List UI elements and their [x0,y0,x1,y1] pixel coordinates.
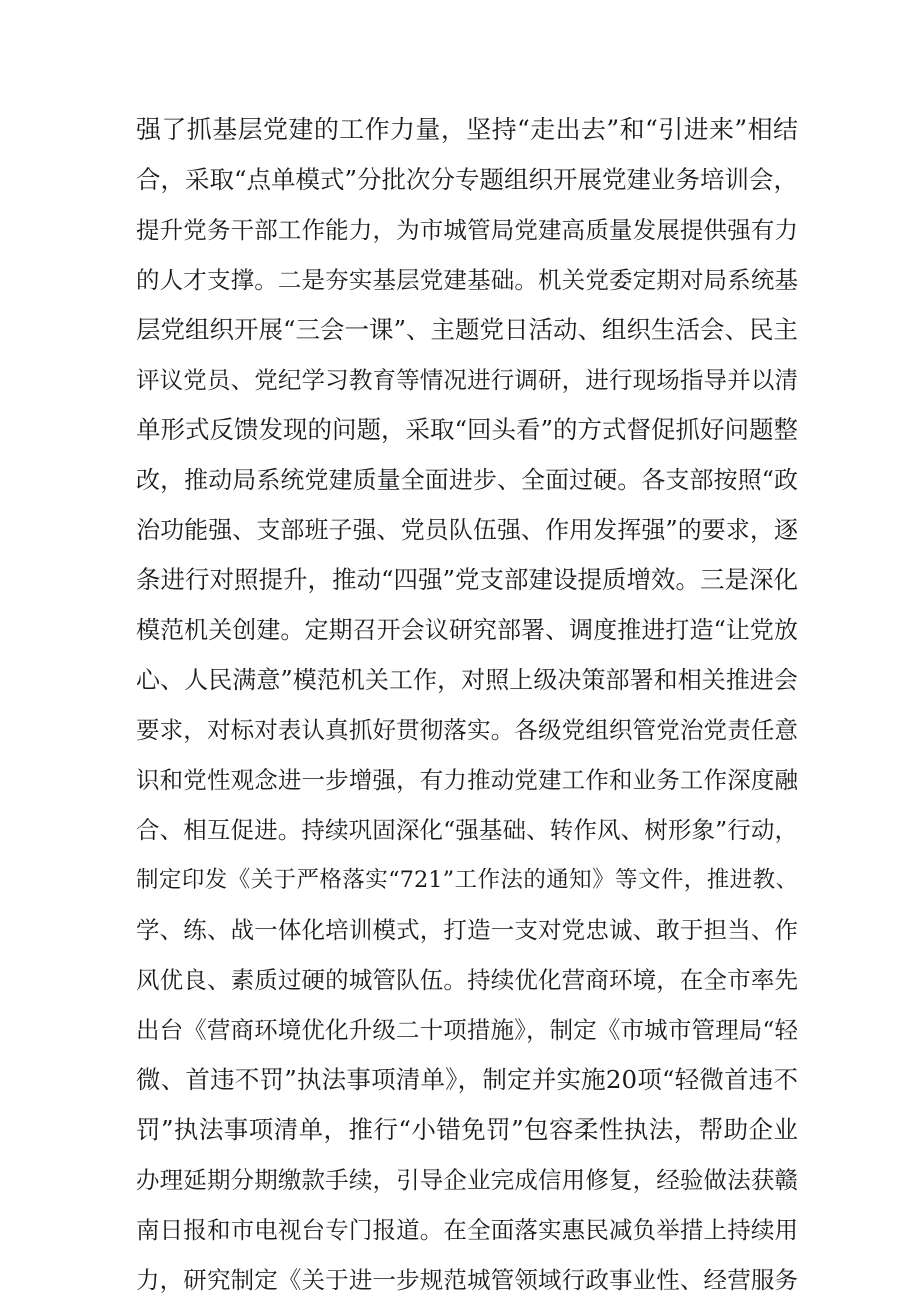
text-line: 提升党务干部工作能力，为市城管局党建高质量发展提供强有力 [136,216,798,244]
text-line: 的人才支撑。二是夯实基层党建基础。机关党委定期对局系统基 [136,266,798,294]
body-paragraph [136,105,798,1305]
text-line: 南日报和市电视台专门报道。在全面落实惠民减负举措上持续用 [136,1216,798,1244]
text-line: 合，采取“点单模式”分批次分专题组织开展党建业务培训会， [136,165,799,194]
text-line: 识和党性观念进一步增强，有力推动党建工作和业务工作深度融 [136,766,798,794]
text-line: 改，推动局系统党建质量全面进步、全面过硬。各支部按照“政 [136,466,798,494]
text-line: 合、相互促进。持续巩固深化“强基础、转作风、树形象”行动， [136,816,798,844]
text-line: 要求，对标对表认真抓好贯彻落实。各级党组织管党治党责任意 [136,716,798,744]
text-line: 层党组织开展“三会一课”、主题党日活动、组织生活会、民主 [136,315,799,344]
text-line: 风优良、素质过硬的城管队伍。持续优化营商环境，在全市率先 [136,966,798,994]
text-line: 罚”执法事项清单，推行“小错免罚”包容柔性执法，帮助企业 [136,1115,798,1144]
text-line: 微、首违不罚”执法事项清单》，制定并实施20项“轻微首违不 [136,1065,798,1094]
text-line: 办理延期分期缴款手续，引导企业完成信用修复，经验做法获赣 [136,1166,798,1194]
text-line: 单形式反馈发现的问题，采取“回头看”的方式督促抓好问题整 [136,415,799,444]
text-line: 强了抓基层党建的工作力量，坚持“走出去”和“引进来”相结 [136,115,798,144]
text-line: 心、人民满意”模范机关工作，对照上级决策部署和相关推进会 [136,666,798,694]
text-line: 出台《营商环境优化升级二十项措施》，制定《市城市管理局“轻 [136,1016,798,1044]
text-line: 治功能强、支部班子强、党员队伍强、作用发挥强”的要求，逐 [136,516,798,544]
text-line: 模范机关创建。定期召开会议研究部署、调度推进打造“让党放 [136,616,798,644]
text-line: 评议党员、党纪学习教育等情况进行调研，进行现场指导并以清 [136,366,798,394]
text-line: 力，研究制定《关于进一步规范城管领域行政事业性、经营服务 [136,1266,798,1294]
text-line: 学、练、战一体化培训模式，打造一支对党忠诚、敢于担当、作 [136,916,798,944]
text-line: 制定印发《关于严格落实“721”工作法的通知》等文件，推进教、 [136,867,798,893]
text-line: 条进行对照提升，推动“四强”党支部建设提质增效。三是深化 [136,565,799,594]
